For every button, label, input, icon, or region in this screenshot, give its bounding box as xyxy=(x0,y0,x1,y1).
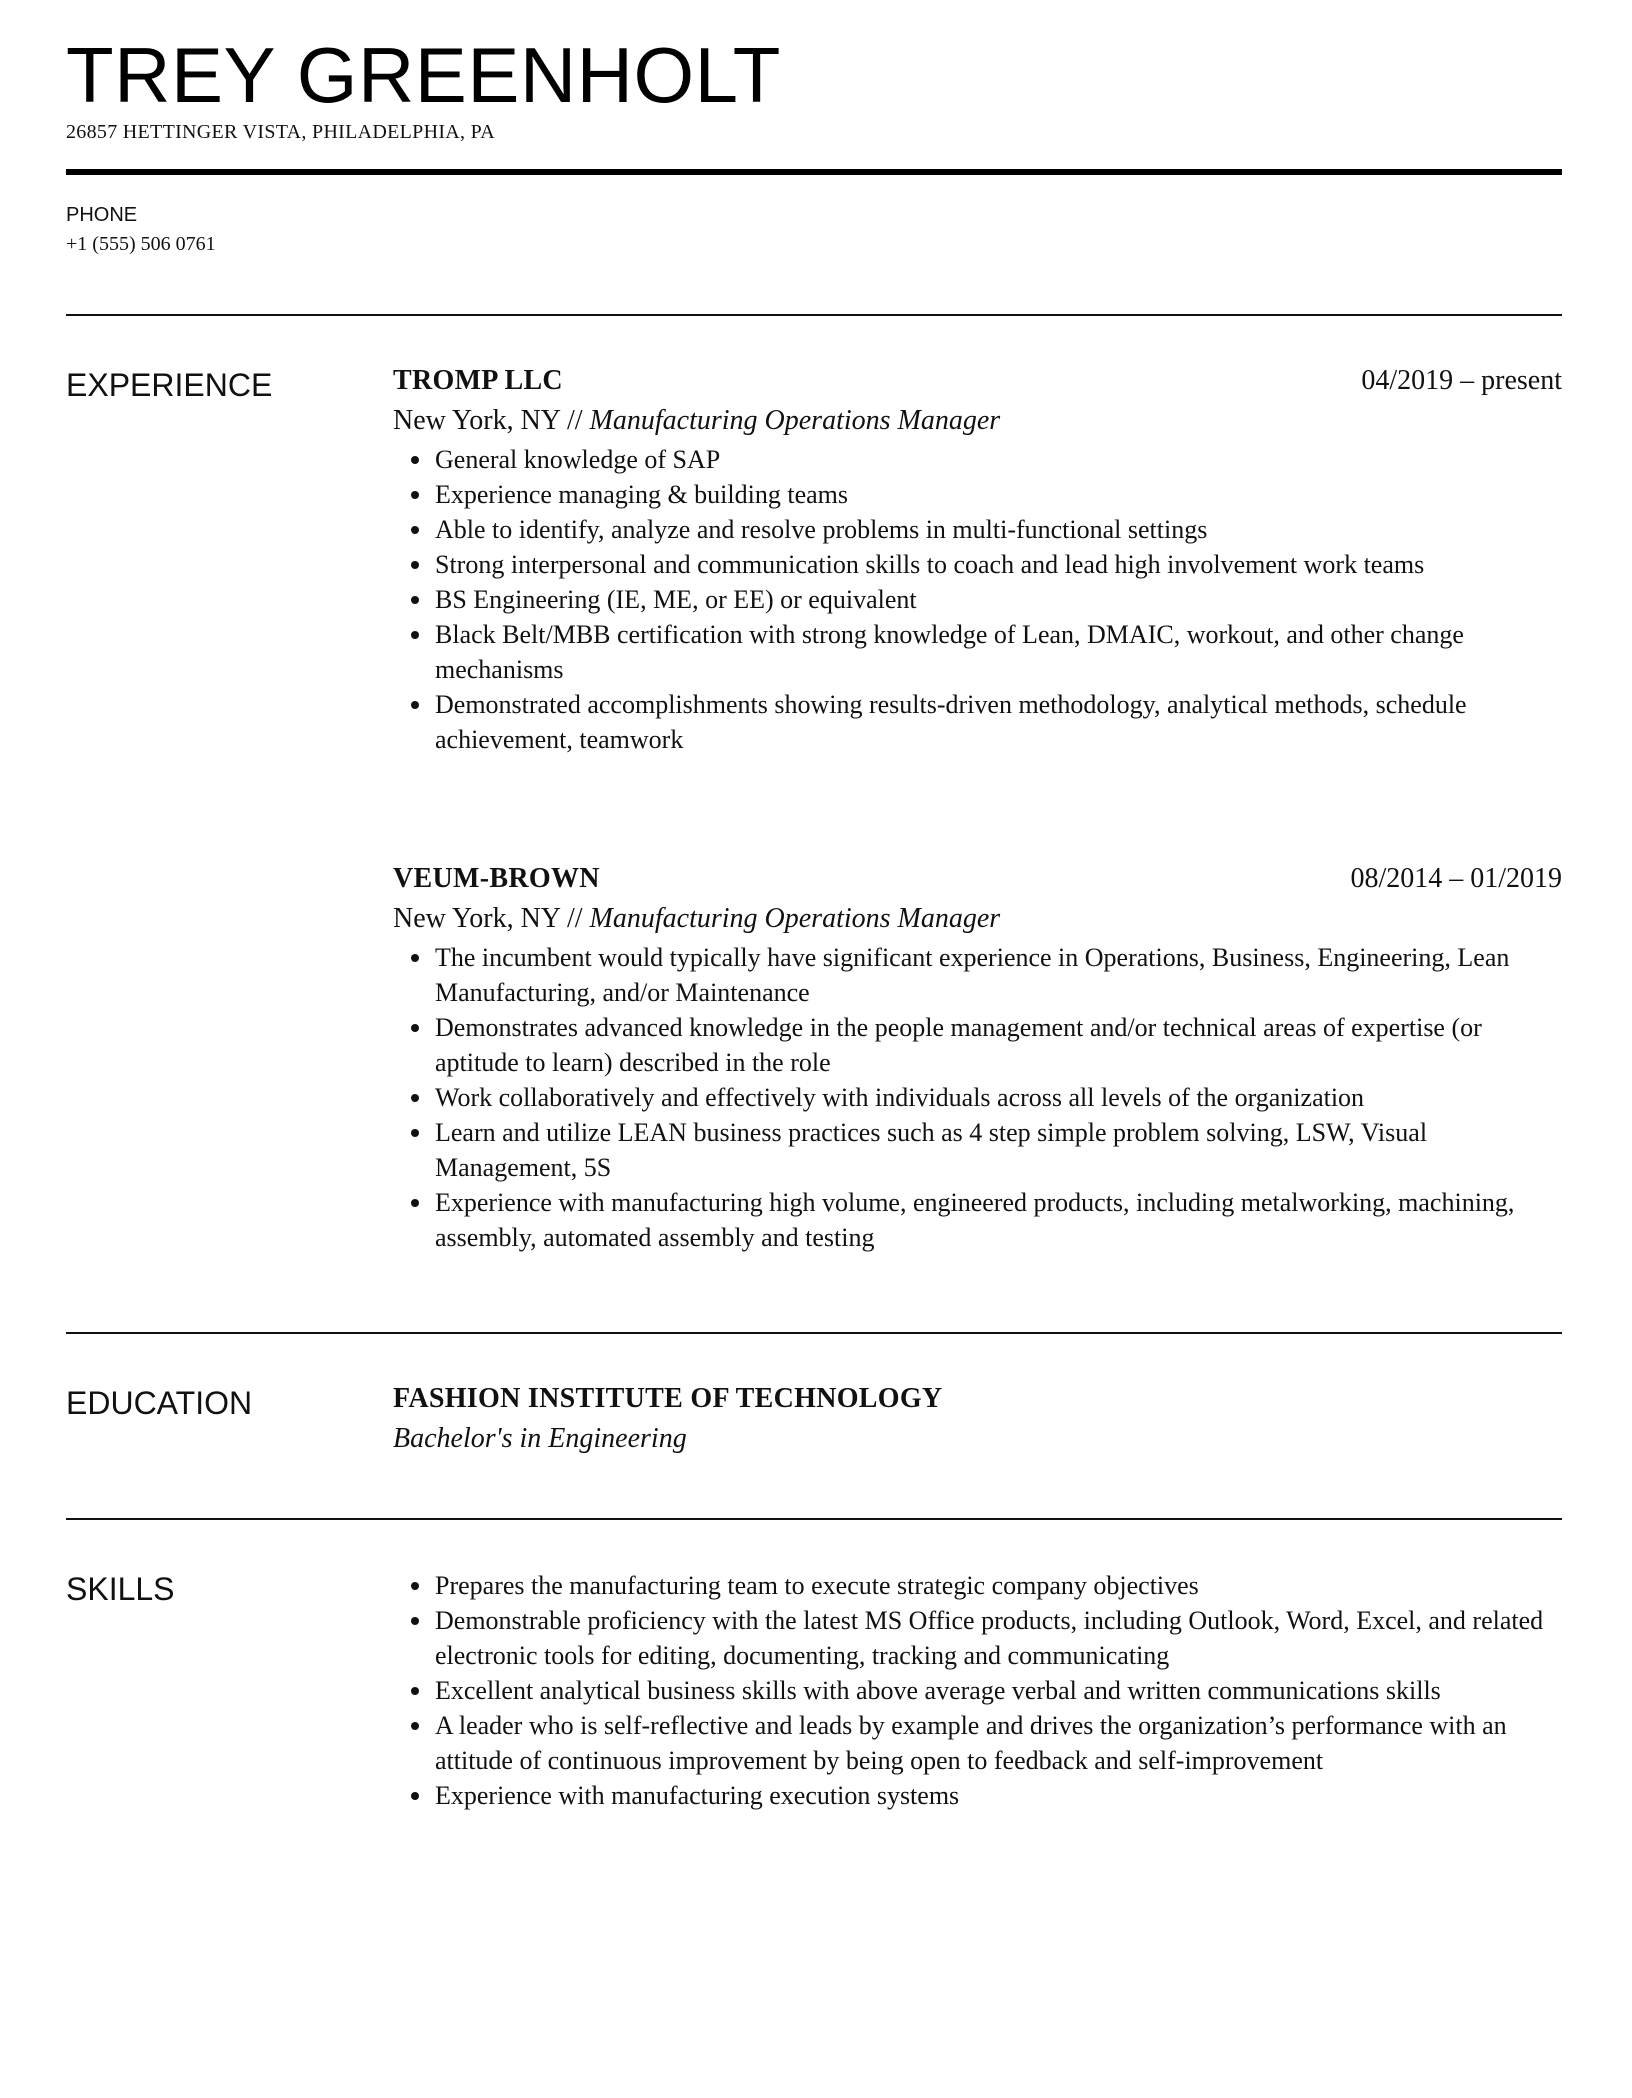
job-header xyxy=(393,362,1562,402)
education-section-title: EDUCATION xyxy=(66,1385,253,1421)
job-bullet-list xyxy=(393,442,1562,757)
job-bullet: Experience managing & building teams xyxy=(435,477,1562,512)
education-degree: Bachelor's in Engineering xyxy=(393,1423,687,1454)
job-bullet: Strong interpersonal and communication skills to coach and lead high involvement work teams xyxy=(435,547,1562,582)
job-bullet: Able to identify, analyze and resolve problems in multi-functional settings xyxy=(435,512,1562,547)
job-bullet: Black Belt/MBB certification with strong knowledge of Lean, DMAIC, workout, and other change mechanisms xyxy=(435,617,1562,687)
job-bullet: Work collaboratively and effectively with individuals across all levels of the organization xyxy=(435,1080,1562,1115)
job-entry xyxy=(393,860,1562,1255)
section-divider-education xyxy=(66,1332,1562,1334)
skills-list xyxy=(393,1568,1562,1813)
section-divider-skills xyxy=(66,1518,1562,1520)
skill-item: Excellent analytical business skills with above average verbal and written communications skills xyxy=(435,1673,1562,1708)
job-bullet: Demonstrates advanced knowledge in the people management and/or technical areas of expertise (or aptitude to learn) described in the role xyxy=(435,1010,1562,1080)
job-dates: 08/2014 – 01/2019 xyxy=(1350,863,1562,894)
job-location-role xyxy=(393,900,1562,938)
job-bullet: Experience with manufacturing high volume, engineered products, including metalworking, machining, assembly, automated assembly and testing xyxy=(435,1185,1562,1255)
education-entry xyxy=(393,1380,1562,1458)
candidate-name: TREY GREENHOLT xyxy=(66,31,781,119)
phone-label: PHONE xyxy=(66,204,138,226)
job-role: Manufacturing Operations Manager xyxy=(589,903,1001,934)
job-separator: // xyxy=(559,903,590,934)
job-company: VEUM-BROWN xyxy=(393,863,600,894)
phone-value: +1 (555) 506 0761 xyxy=(66,233,216,255)
job-bullet: Demonstrated accomplishments showing results-driven methodology, analytical methods, schedule achievement, teamwork xyxy=(435,687,1562,757)
job-entry xyxy=(393,362,1562,757)
skill-item: Prepares the manufacturing team to execute strategic company objectives xyxy=(435,1568,1562,1603)
job-bullet: Learn and utilize LEAN business practices such as 4 step simple problem solving, LSW, Visual Management, 5S xyxy=(435,1115,1562,1185)
job-location: New York, NY xyxy=(393,405,560,436)
header-divider xyxy=(66,169,1562,175)
job-location-role xyxy=(393,402,1562,440)
skills-entry xyxy=(393,1568,1562,1813)
job-dates: 04/2019 – present xyxy=(1361,365,1562,396)
candidate-address: 26857 HETTINGER VISTA, PHILADELPHIA, PA xyxy=(66,121,495,143)
job-bullet: BS Engineering (IE, ME, or EE) or equivalent xyxy=(435,582,1562,617)
job-bullet: The incumbent would typically have significant experience in Operations, Business, Engineering, Lean Manufacturing, and/or Maintenance xyxy=(435,940,1562,1010)
job-role: Manufacturing Operations Manager xyxy=(589,405,1001,436)
skills-section-title: SKILLS xyxy=(66,1571,175,1607)
education-school: FASHION INSTITUTE OF TECHNOLOGY xyxy=(393,1383,943,1414)
job-company: TROMP LLC xyxy=(393,365,563,396)
section-divider-experience xyxy=(66,314,1562,316)
job-separator: // xyxy=(559,405,590,436)
skill-item: Demonstrable proficiency with the latest MS Office products, including Outlook, Word, Excel, and related electronic tools for editing, documenting, tracking and communicating xyxy=(435,1603,1562,1673)
job-bullet-list xyxy=(393,940,1562,1255)
skill-item: A leader who is self-reflective and leads by example and drives the organization’s performance with an attitude of continuous improvement by being open to feedback and self-improvement xyxy=(435,1708,1562,1778)
job-header xyxy=(393,860,1562,900)
experience-section-title: EXPERIENCE xyxy=(66,367,273,403)
job-location: New York, NY xyxy=(393,903,560,934)
job-bullet: General knowledge of SAP xyxy=(435,442,1562,477)
skill-item: Experience with manufacturing execution systems xyxy=(435,1778,1562,1813)
